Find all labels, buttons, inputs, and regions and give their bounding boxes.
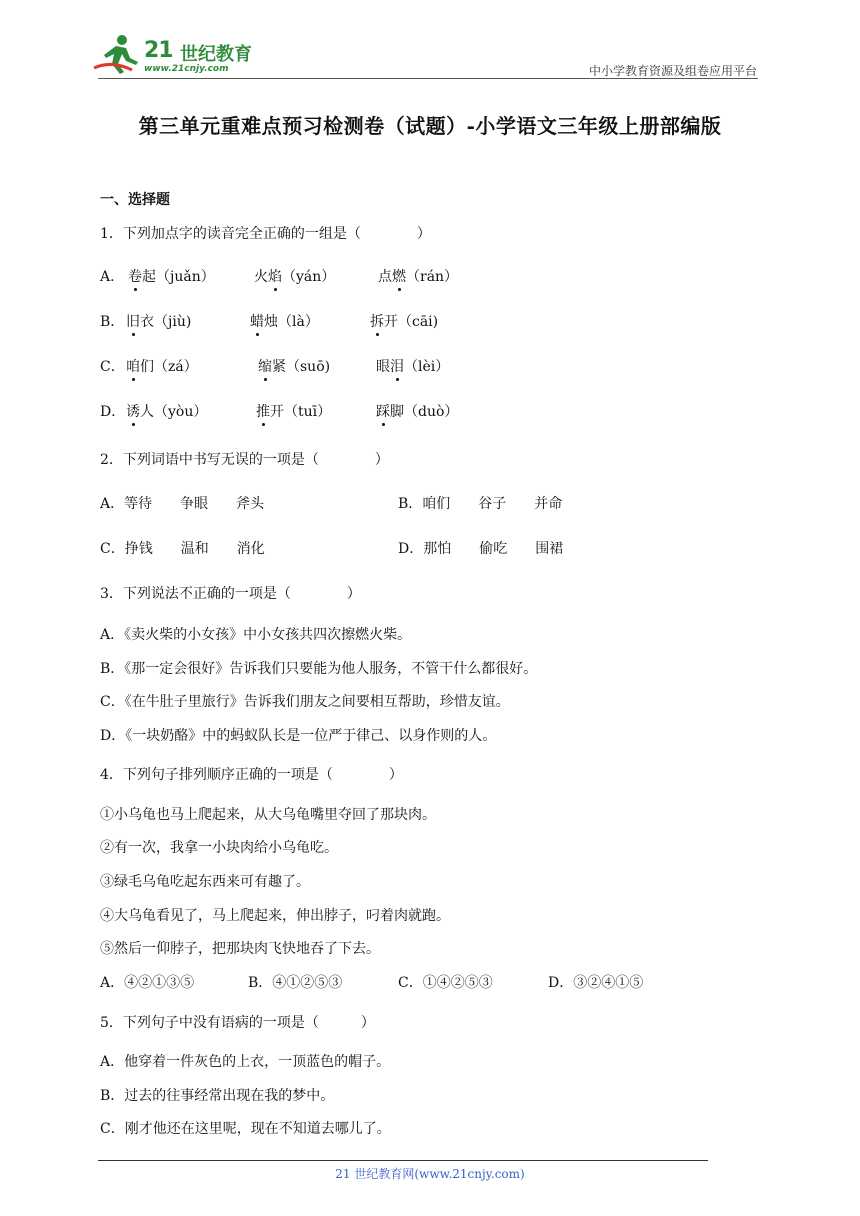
dotted-char: 拆 xyxy=(370,314,384,330)
question-4-sentence-1: ①小乌龟也马上爬起来，从大乌龟嘴里夺回了那块肉。 xyxy=(100,807,436,823)
page-header xyxy=(0,0,860,80)
logo-name: 世纪教育 xyxy=(180,44,252,65)
dotted-char: 诱 xyxy=(126,404,140,420)
question-5-option-a: A．他穿着一件灰色的上衣，一顶蓝色的帽子。 xyxy=(100,1054,391,1070)
question-4-sentence-4: ④大乌龟看见了，马上爬起来，伸出脖子，叼着肉就跑。 xyxy=(100,908,450,924)
dotted-char: 踩 xyxy=(376,404,390,420)
header-divider xyxy=(98,78,758,79)
question-3-stem: 3．下列说法不正确的一项是（ ） xyxy=(100,586,361,602)
dotted-char: 缩 xyxy=(258,359,272,375)
question-2-stem: 2．下列词语中书写无误的一项是（ ） xyxy=(100,452,389,468)
dotted-char: 卷 xyxy=(128,269,142,285)
page-title: 第三单元重难点预习检测卷（试题）-小学语文三年级上册部编版 xyxy=(138,114,722,138)
header-platform-text: 中小学教育资源及组卷应用平台 xyxy=(588,64,757,78)
question-2-option-d: D．那怕 偷吃 围裙 xyxy=(398,541,564,557)
question-4-option-c: C．①④②⑤③ xyxy=(398,975,493,991)
question-4-option-d: D．③②④①⑤ xyxy=(548,975,644,991)
section-heading: 一、选择题 xyxy=(100,192,170,208)
question-3-option-a: A．《卖火柴的小女孩》中小女孩共四次擦燃火柴。 xyxy=(100,627,412,643)
dotted-char: 焰 xyxy=(268,269,282,285)
question-4-option-a: A．④②①③⑤ xyxy=(100,975,195,991)
question-5-stem: 5．下列句子中没有语病的一项是（ ） xyxy=(100,1015,375,1031)
logo-url: www.21cnjy.com xyxy=(144,64,229,74)
question-4-sentence-5: ⑤然后一仰脖子，把那块肉飞快地吞了下去。 xyxy=(100,941,380,957)
dotted-char: 燃 xyxy=(392,269,406,285)
question-3-option-d: D．《一块奶酪》中的蚂蚁队长是一位严于律己、以身作则的人。 xyxy=(100,728,497,744)
question-4-option-b: B．④①②⑤③ xyxy=(248,975,343,991)
dotted-char: 推 xyxy=(256,404,270,420)
question-2-option-c: C．挣钱 温和 消化 xyxy=(100,541,265,557)
question-5-option-c: C．刚才他还在这里呢，现在不知道去哪儿了。 xyxy=(100,1121,391,1137)
question-3-option-b: B．《那一定会很好》告诉我们只要能为他人服务，不管干什么都很好。 xyxy=(100,661,538,677)
dotted-char: 泪 xyxy=(390,359,404,375)
footer-link[interactable]: 21 世纪教育网(www.21cnjy.com) xyxy=(335,1167,525,1181)
question-1-stem: 1．下列加点字的读音完全正确的一组是（ ） xyxy=(100,226,431,242)
question-4-stem: 4．下列句子排列顺序正确的一项是（ ） xyxy=(100,767,403,783)
question-2-option-b: B．咱们 谷子 并命 xyxy=(398,496,563,512)
question-2-option-a: A．等待 争眼 斧头 xyxy=(100,496,265,512)
dotted-char: 咱 xyxy=(126,359,140,375)
runner-logo-icon xyxy=(92,34,144,76)
question-5-option-b: B．过去的往事经常出现在我的梦中。 xyxy=(100,1088,335,1104)
question-4-sentence-3: ③绿毛乌龟吃起东西来可有趣了。 xyxy=(100,874,310,890)
footer-divider xyxy=(98,1160,708,1161)
dotted-char: 蜡 xyxy=(250,314,264,330)
question-4-sentence-2: ②有一次，我拿一小块肉给小乌龟吃。 xyxy=(100,840,338,856)
logo-number: 21 xyxy=(144,38,173,63)
site-logo xyxy=(92,34,262,78)
question-3-option-c: C．《在牛肚子里旅行》告诉我们朋友之间要相互帮助，珍惜友谊。 xyxy=(100,694,510,710)
dotted-char: 旧 xyxy=(126,314,140,330)
